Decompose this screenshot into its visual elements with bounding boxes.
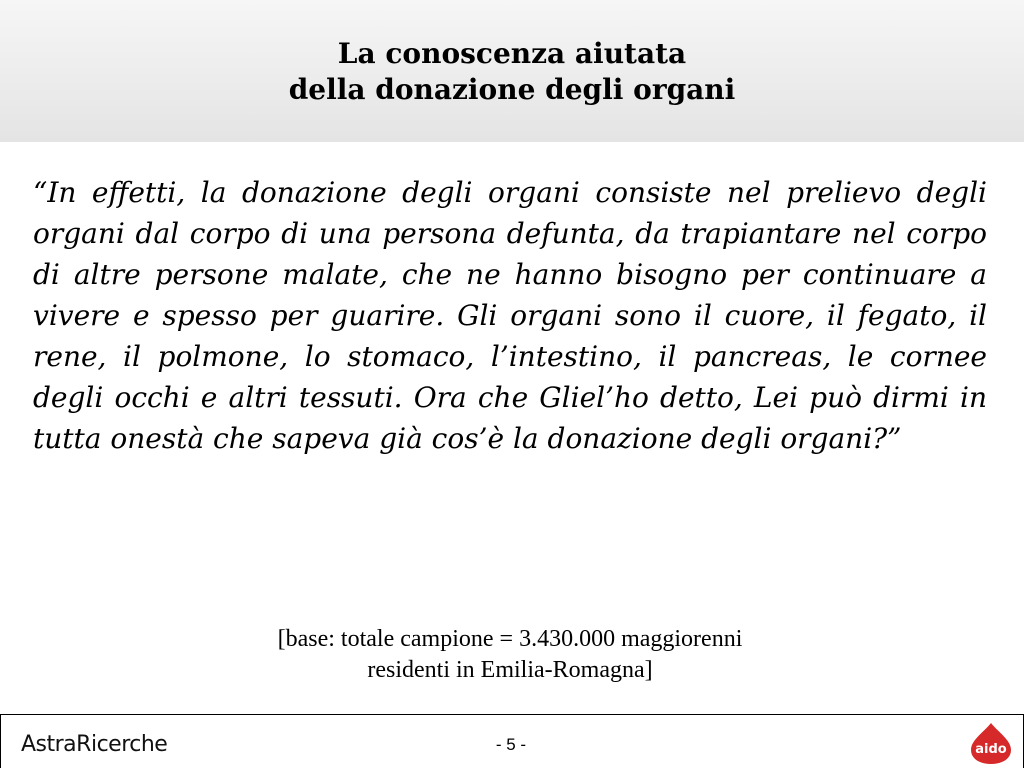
sample-base-line-2: residenti in Emilia-Romagna] bbox=[367, 657, 653, 683]
page-number: - 5 - bbox=[495, 735, 527, 754]
sample-base-note bbox=[0, 624, 1020, 686]
slide-footer bbox=[0, 714, 1024, 768]
slide-header bbox=[0, 0, 1024, 142]
quote-text: “In effetti, la donazione degli organi consiste nel prelievo degli organi dal corpo di una persona defunta, da trapiantare nel corpo di altre persone malate, che ne hanno bisogno per continuare a vivere e spesso per guarire. Gli organi sono il cuore, il fegato, il rene, il polmone, lo stomaco, l’intestino, il pancreas, le cornee degli occhi e altri tessuti. Ora che Gliel’ho detto, Lei può dirmi in tutta onestà che sapeva già cos’è la donazione degli organi?” bbox=[33, 176, 987, 455]
aido-logo-text: aido bbox=[975, 742, 1007, 757]
title-line-2: della donazione degli organi bbox=[288, 73, 736, 106]
slide-title bbox=[0, 36, 1024, 108]
astraricerche-logo: AstraRicerche bbox=[21, 732, 168, 757]
aido-logo-icon bbox=[965, 720, 1017, 766]
sample-base-line-1: [base: totale campione = 3.430.000 maggiorenni bbox=[277, 626, 743, 652]
title-line-1: La conoscenza aiutata bbox=[337, 37, 687, 70]
